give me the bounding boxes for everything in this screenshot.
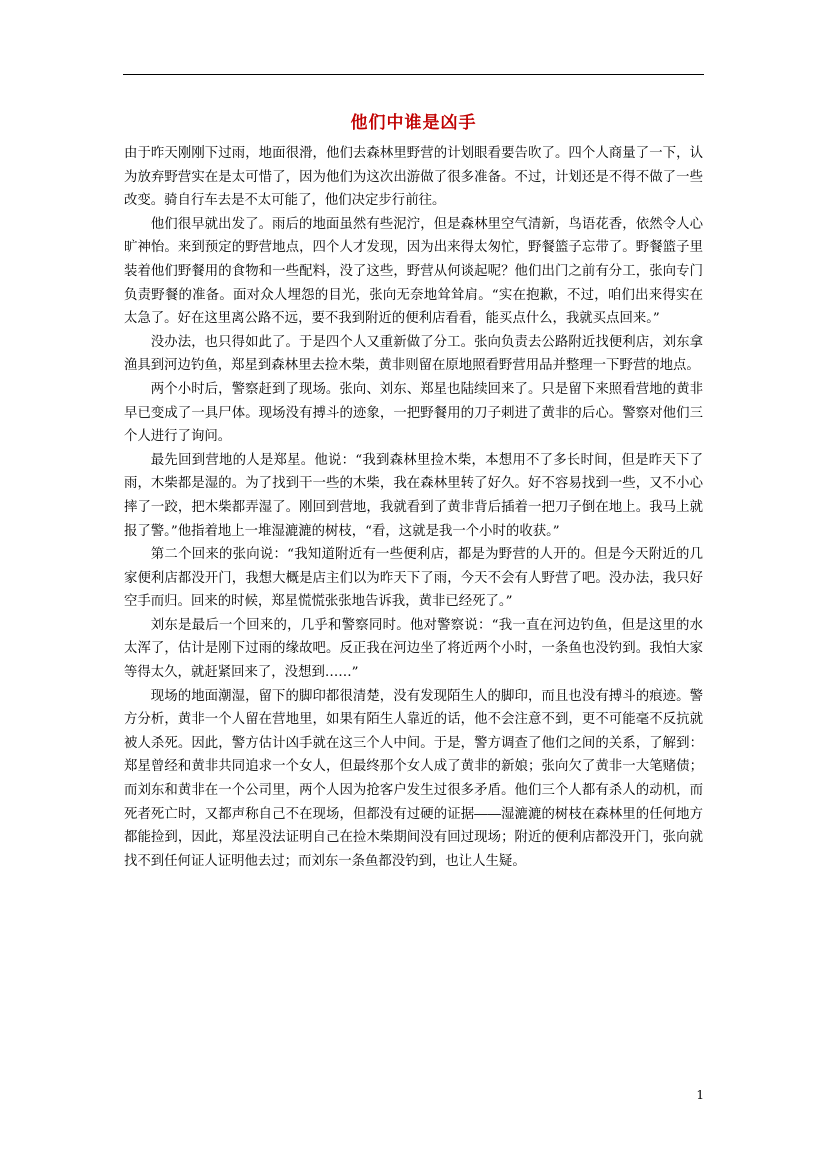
paragraph-8: 现场的地面潮湿，留下的脚印都很清楚，没有发现陌生人的脚印，而且也没有搏斗的痕迹。警方分析，黄非一个人留在营地里，如果有陌生人靠近的话，他不会注意不到，更不可能毫不反抗就被人杀死。因此，警方估计凶手就在这三个人中间。于是，警方调查了他们之间的关系，了解到：郑星曾经和黄非共同追求一个女人，但最终那个女人成了黄非的新娘；张向欠了黄非一大笔赌债；而刘东和黄非在一个公司里，两个人因为抢客户发生过很多矛盾。他们三个人都有杀人的动机，而死者死亡时，又都声称自己不在现场，但都没有过硬的证据――湿漉漉的树枝在森林里的任何地方都能捡到，因此，郑星没法证明自己在捡木柴期间没有回过现场；附近的便利店都没开门，张向就找不到任何证人证明他去过；而刘东一条鱼都没钓到，也让人生疑。: [124, 688, 703, 869]
paragraph-6: 第二个回来的张向说：“我知道附近有一些便利店，都是为野营的人开的。但是今天附近的几家便利店都没开门，我想大概是店主们以为昨天下了雨，今天不会有人野营了吧。没办法，我只好空手而归。回来的时候，郑星慌慌张张地告诉我，黄非已经死了。”: [124, 547, 703, 610]
paragraph-3: 没办法，也只得如此了。于是四个人又重新做了分工。张向负责去公路附近找便利店，刘东拿渔具到河边钓鱼，郑星到森林里去捡木柴，黄非则留在原地照看野营用品并整理一下野营的地点。: [124, 334, 703, 374]
page-number: 1: [696, 1088, 704, 1102]
paragraph-1: 由于昨天刚刚下过雨，地面很滑，他们去森林里野营的计划眼看要告吹了。四个人商量了一下，认为放弃野营实在是太可惜了，因为他们为这次出游做了很多准备。不过，计划还是不得不做了一些改变。骑自行车去是不太可能了，他们决定步行前往。: [124, 146, 703, 209]
paragraph-4: 两个小时后，警察赶到了现场。张向、刘东、郑星也陆续回来了。只是留下来照看营地的黄非早已变成了一具尸体。现场没有搏斗的迹象，一把野餐用的刀子刺进了黄非的后心。警察对他们三个人进行了询问。: [124, 381, 703, 445]
header-rule: [123, 74, 704, 75]
article-body: [124, 142, 703, 873]
paragraph-5: 最先回到营地的人是郑星。他说：“我到森林里捡木柴，本想用不了多长时间，但是昨天下了雨，木柴都是湿的。为了找到干一些的木柴，我在森林里转了好久。好不容易找到一些，又不小心摔了一跤，把木柴都弄湿了。刚回到营地，我就看到了黄非背后插着一把刀子倒在地上。我马上就报了警。”他指着地上一堆湿漉漉的树枝，“看，这就是我一个小时的收获。”: [124, 452, 703, 539]
paragraph-7: 刘东是最后一个回来的，几乎和警察同时。他对警察说：“我一直在河边钓鱼，但是这里的水太浑了，估计是刚下过雨的缘故吧。反正我在河边坐了将近两个小时，一条鱼也没钓到。我怕大家等得太久，就赶紧回来了，没想到……”: [124, 617, 703, 681]
paragraph-2: 他们很早就出发了。雨后的地面虽然有些泥泞，但是森林里空气清新，鸟语花香，依然令人心旷神怡。来到预定的野营地点，四个人才发现，因为出来得太匆忙，野餐篮子忘带了。野餐篮子里装着他们野餐用的食物和一些配料，没了这些，野营从何谈起呢？他们出门之前有分工，张向专门负责野餐的准备。面对众人埋怨的目光，张向无奈地耸耸肩。“实在抱歉，不过，咱们出来得实在太急了。好在这里离公路不远，要不我到附近的便利店看看，能买点什么，我就买点回来。”: [124, 216, 703, 327]
article-title: 他们中谁是凶手: [350, 113, 477, 133]
